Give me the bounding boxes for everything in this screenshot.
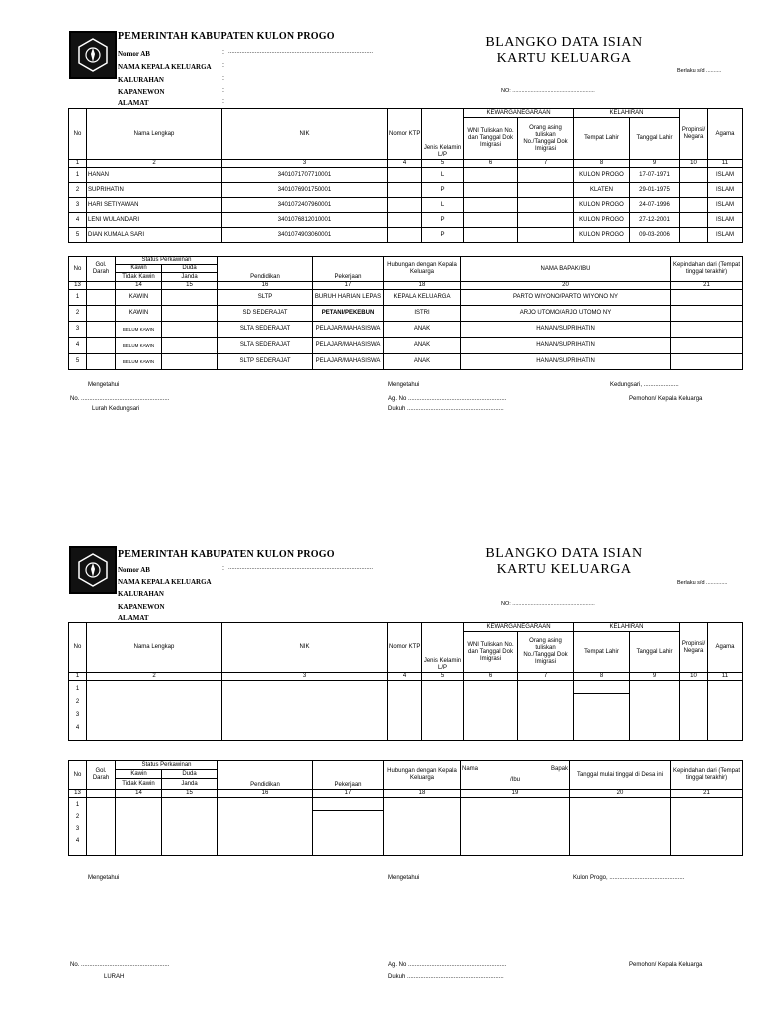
col-header-nama: Nama Lengkap — [87, 623, 222, 673]
row-no: 4 — [75, 838, 80, 844]
col-number: 19 — [461, 790, 570, 798]
table-row — [69, 338, 743, 354]
member-name-cell[interactable] — [87, 681, 222, 741]
member-education: SLTP — [218, 290, 313, 306]
col-header-nama-ortu: NAMA BAPAK/IBU — [461, 257, 671, 282]
member-marital-status: BELUM KAWIN — [116, 354, 162, 370]
row-numbers — [69, 681, 87, 741]
sig-lurah: LURAH — [104, 974, 125, 980]
member-occupation: BURUH HARIAN LEPAS — [313, 290, 384, 306]
member-birthdate: 27-12-2001 — [630, 213, 680, 228]
field-dots-nomor-ab[interactable]: ....................................................................................... — [228, 49, 374, 55]
member-parents: HANAN/SUPRIHATIN — [461, 354, 671, 370]
berlaku-label: Berlaku s/d .......... — [677, 68, 722, 74]
member-education: SLTA SEDERAJAT — [218, 338, 313, 354]
kk-number-field[interactable]: NO: ...................................................... — [501, 88, 595, 94]
col-header-nik: NIK — [222, 623, 388, 673]
col-header-tidak-kawin: Tidak Kawin — [116, 273, 162, 282]
col-number: 8 — [574, 160, 630, 168]
col-header-hubungan: Hubungan dengan Kepala Keluarga — [384, 761, 461, 790]
col-number: 14 — [116, 282, 162, 290]
col-header-duda: Duda — [162, 770, 218, 779]
member-birthdate-cell[interactable] — [630, 681, 680, 741]
col-header-kewarganegaraan: KEWARGANEGARAAN — [464, 623, 574, 632]
sig-mengetahui-dukuh: Mengetahui — [388, 382, 420, 388]
col-number: 17 — [313, 282, 384, 290]
col-number: 15 — [162, 790, 218, 798]
col-header-gol-darah: Gol. Darah — [87, 761, 116, 790]
member-previous-address-cell[interactable] — [671, 798, 743, 856]
col-number: 3 — [222, 160, 388, 168]
field-label-nama-kepala: NAMA KEPALA KELUARGA — [118, 578, 212, 586]
member-parents: HANAN/SUPRIHATIN — [461, 338, 671, 354]
col-number: 11 — [708, 673, 743, 681]
sig-place-date[interactable]: Kedungsari, ..................... — [610, 382, 679, 388]
member-education: SD SEDERAJAT — [218, 306, 313, 322]
col-header-kewarganegaraan: KEWARGANEGARAAN — [464, 109, 574, 118]
col-number: 20 — [461, 282, 671, 290]
member-nik: 3401072407960001 — [222, 198, 388, 213]
member-name: DIAN KUMALA SARI — [87, 228, 222, 243]
member-birthplace: KULON PROGO — [574, 198, 630, 213]
member-ktp — [388, 228, 422, 243]
table-row — [69, 183, 743, 198]
member-birthplace: KLATEN — [574, 183, 630, 198]
col-header-no: No — [69, 109, 87, 160]
col-header-agama: Agama — [708, 623, 743, 673]
sig-dukuh-field[interactable]: Dukuh .......................................................... — [388, 406, 504, 412]
col-header-tidak-kawin: Tidak Kawin — [116, 779, 162, 790]
row-no: 4 — [75, 725, 80, 731]
member-marital-widowed — [162, 306, 218, 322]
field-colon: : — [222, 87, 224, 94]
member-gender: L — [422, 168, 464, 183]
member-propinsi — [680, 183, 708, 198]
col-number: 16 — [218, 282, 313, 290]
form-title-line1: BLANGKO DATA ISIAN — [485, 35, 643, 50]
form-title-line2: KARTU KELUARGA — [496, 51, 632, 66]
row-no: 2 — [75, 699, 80, 705]
member-wni — [464, 228, 518, 243]
col-number: 8 — [574, 673, 630, 681]
member-name: HARI SETIYAWAN — [87, 198, 222, 213]
member-blood-type — [87, 290, 116, 306]
table-row — [69, 290, 743, 306]
member-wni — [464, 198, 518, 213]
member-wni — [464, 183, 518, 198]
member-wni — [464, 168, 518, 183]
member-birthplace: KULON PROGO — [574, 168, 630, 183]
member-gender: P — [422, 183, 464, 198]
row-no: 4 — [69, 338, 87, 354]
field-colon: : — [222, 98, 224, 105]
field-label-nomor-ab: Nomor AB — [118, 50, 150, 58]
col-header-kepindahan: Kepindahan dari (Tempat tinggal terakhir) — [671, 257, 743, 282]
member-birthplace-cell[interactable] — [574, 681, 630, 741]
member-marital-widowed — [162, 338, 218, 354]
member-previous-address — [671, 290, 743, 306]
col-header-asing: Orang asing tuliskan No./Tanggal Dok Imigrasi — [518, 632, 574, 673]
col-header-ktp: Nomor KTP — [388, 623, 422, 673]
member-name: LENI WULANDARI — [87, 213, 222, 228]
col-header-gol-darah: Gol. Darah — [87, 257, 116, 282]
member-occupation: PELAJAR/MAHASISWA — [313, 322, 384, 338]
member-nik-cell[interactable] — [222, 681, 388, 741]
member-religion: ISLAM — [708, 213, 743, 228]
member-marital-status: BELUM KAWIN — [116, 338, 162, 354]
col-header-pekerjaan: Pekerjaan — [313, 257, 384, 282]
member-blood-type-cell[interactable] — [87, 798, 116, 856]
member-parents: PARTO WIYONO/PARTO WIYONO NY — [461, 290, 671, 306]
col-header-nama: Nama — [462, 766, 479, 772]
field-colon: : — [222, 75, 224, 82]
field-label-alamat: ALAMAT — [118, 614, 149, 622]
sig-pemohon: Pemohon/ Kepala Keluarga — [629, 396, 703, 402]
member-marital-widowed — [162, 322, 218, 338]
member-blood-type — [87, 322, 116, 338]
col-header-pendidikan: Pendidikan — [218, 761, 313, 790]
member-occupation-cell[interactable] — [313, 798, 384, 856]
col-header-nama: Nama Lengkap — [87, 109, 222, 160]
member-asing-cell[interactable] — [518, 681, 574, 741]
row-no: 2 — [69, 183, 87, 198]
kulon-progo-logo — [69, 31, 117, 79]
col-header-kepindahan: Kepindahan dari (Tempat tinggal terakhir) — [671, 761, 743, 790]
member-previous-address — [671, 354, 743, 370]
row-no: 4 — [69, 213, 87, 228]
col-number: 7 — [518, 673, 574, 681]
row-no: 3 — [69, 198, 87, 213]
col-header-janda: Janda — [162, 779, 218, 790]
member-blood-type — [87, 338, 116, 354]
col-header-propinsi: Propinsi/ Negara — [680, 109, 708, 160]
member-blood-type — [87, 306, 116, 322]
col-number: 5 — [422, 673, 464, 681]
col-header-jk: Jenis Kelamin L/P — [422, 109, 464, 160]
row-no: 3 — [75, 826, 80, 832]
table-row — [69, 168, 743, 183]
member-marital-widowed — [162, 354, 218, 370]
member-status-table — [68, 760, 743, 856]
field-dots-nomor-ab[interactable]: ....................................................................................... — [228, 565, 374, 571]
member-blood-type — [87, 354, 116, 370]
sig-no-field[interactable]: No. ..................................................... — [70, 396, 170, 402]
table-row — [69, 306, 743, 322]
member-start-date-cell[interactable] — [570, 798, 671, 856]
col-header-jk: Jenis Kelamin L/P — [422, 623, 464, 673]
row-no: 3 — [75, 712, 80, 718]
col-number: 15 — [162, 282, 218, 290]
col-header-kawin: Kawin — [116, 265, 162, 273]
col-number: 13 — [69, 790, 87, 798]
member-ktp-cell[interactable] — [388, 681, 422, 741]
sig-lurah: Lurah Kedungsari — [92, 406, 140, 412]
member-birthdate: 17-07-1971 — [630, 168, 680, 183]
col-header-kelahiran: KELAHIRAN — [574, 109, 680, 118]
row-no: 1 — [69, 168, 87, 183]
member-propinsi — [680, 198, 708, 213]
table-row — [69, 228, 743, 243]
member-birthplace: KULON PROGO — [574, 213, 630, 228]
col-header-asing: Orang asing tuliskan No./Tanggal Dok Imigrasi — [518, 118, 574, 160]
member-name: HANAN — [87, 168, 222, 183]
member-nik: 3401074903060001 — [222, 228, 388, 243]
col-number: 9 — [630, 673, 680, 681]
member-identity-table — [68, 108, 743, 243]
col-header-nik: NIK — [222, 109, 388, 160]
org-title: PEMERINTAH KABUPATEN KULON PROGO — [118, 549, 335, 560]
field-label-kalurahan: KALURAHAN — [118, 590, 164, 598]
member-asing — [518, 198, 574, 213]
member-ktp — [388, 198, 422, 213]
col-number: 1 — [69, 160, 87, 168]
col-header-duda: Duda — [162, 265, 218, 273]
col-header-pekerjaan: Pekerjaan — [313, 761, 384, 790]
member-relationship: ISTRI — [384, 306, 461, 322]
field-label-nama-kepala: NAMA KEPALA KELUARGA — [118, 63, 212, 71]
sig-mengetahui-dukuh: Mengetahui — [388, 875, 420, 881]
col-header-hubungan: Hubungan dengan Kepala Keluarga — [384, 257, 461, 282]
col-number: 13 — [69, 282, 87, 290]
field-label-kapanewon: KAPANEWON — [118, 88, 165, 96]
col-header-agama: Agama — [708, 109, 743, 160]
member-parents-cell[interactable] — [461, 798, 570, 856]
col-number: 2 — [87, 160, 222, 168]
member-identity-table — [68, 622, 743, 741]
member-previous-address — [671, 322, 743, 338]
member-marital-status: BELUM KAWIN — [116, 322, 162, 338]
berlaku-label: Berlaku s/d .............. — [677, 580, 728, 586]
col-header-propinsi: Propinsi/ Negara — [680, 623, 708, 673]
member-asing — [518, 228, 574, 243]
member-asing — [518, 168, 574, 183]
member-name: SUPRIHATIN — [87, 183, 222, 198]
table-row — [69, 354, 743, 370]
col-header-ktp: Nomor KTP — [388, 109, 422, 160]
col-number: 10 — [680, 160, 708, 168]
col-header-status: Status Perkawinan — [116, 761, 218, 770]
form-title-line1: BLANGKO DATA ISIAN — [485, 546, 643, 561]
member-propinsi — [680, 168, 708, 183]
member-propinsi — [680, 228, 708, 243]
member-education: SLTA SEDERAJAT — [218, 322, 313, 338]
member-nik: 3401071707710001 — [222, 168, 388, 183]
member-ktp — [388, 213, 422, 228]
member-birthdate: 09-03-2006 — [630, 228, 680, 243]
col-number: 1 — [69, 673, 87, 681]
col-number: 5 — [422, 160, 464, 168]
row-no: 1 — [69, 290, 87, 306]
sig-no-field[interactable]: No. ..................................................... — [70, 962, 170, 968]
table-row — [69, 213, 743, 228]
row-no: 3 — [69, 322, 87, 338]
col-number: 18 — [384, 282, 461, 290]
col-header-no: No — [69, 257, 87, 282]
col-header-wni: WNI Tuliskan No. dan Tanggal Dok Imigrasi — [464, 118, 518, 160]
row-no: 1 — [75, 686, 80, 692]
col-header-tanggal-mulai: Tanggal mulai tinggal di Desa ini — [570, 761, 671, 790]
row-no: 2 — [75, 814, 80, 820]
member-relationship: ANAK — [384, 322, 461, 338]
col-number: 21 — [671, 790, 743, 798]
member-religion: ISLAM — [708, 183, 743, 198]
col-number: 20 — [570, 790, 671, 798]
member-previous-address — [671, 338, 743, 354]
member-wni-cell[interactable] — [464, 681, 518, 741]
col-header-tanggal: Tanggal Lahir — [630, 118, 680, 160]
kulon-progo-logo — [69, 546, 117, 594]
sig-dukuh-field[interactable]: Dukuh .......................................................... — [388, 974, 504, 980]
col-header-tempat: Tempat Lahir — [574, 632, 630, 673]
member-parents: ARJO UTOMO/ARJO UTOMO NY — [461, 306, 671, 322]
member-previous-address — [671, 306, 743, 322]
col-number: 2 — [87, 673, 222, 681]
org-title: PEMERINTAH KABUPATEN KULON PROGO — [118, 31, 335, 42]
col-header-tanggal: Tanggal Lahir — [630, 632, 680, 673]
member-marital-status: KAWIN — [116, 306, 162, 322]
row-no: 5 — [69, 354, 87, 370]
member-propinsi — [680, 213, 708, 228]
col-header-status: Status Perkawinan — [116, 257, 218, 265]
member-occupation: PELAJAR/MAHASISWA — [313, 338, 384, 354]
col-number: 7 — [518, 160, 574, 168]
row-no: 2 — [69, 306, 87, 322]
member-relationship-cell[interactable] — [384, 798, 461, 856]
col-header-ibu: /Ibu — [509, 777, 520, 783]
member-ktp — [388, 168, 422, 183]
col-number — [87, 790, 116, 798]
row-no: 1 — [75, 802, 80, 808]
sig-ag-no-field[interactable]: Ag. No ........................................................... — [388, 396, 507, 402]
field-colon: : — [222, 62, 224, 69]
member-birthdate: 24-07-1996 — [630, 198, 680, 213]
table-row — [69, 198, 743, 213]
member-religion: ISLAM — [708, 228, 743, 243]
row-numbers — [69, 798, 87, 856]
member-religion-cell[interactable] — [708, 681, 743, 741]
col-header-no: No — [69, 761, 87, 790]
col-number: 9 — [630, 160, 680, 168]
col-header-no: No — [69, 623, 87, 673]
member-gender: P — [422, 213, 464, 228]
sig-mengetahui-lurah: Mengetahui — [88, 875, 120, 881]
col-number: 16 — [218, 790, 313, 798]
sig-ag-no-field[interactable]: Ag. No ........................................................... — [388, 962, 507, 968]
member-gender-cell[interactable] — [422, 681, 464, 741]
col-number: 11 — [708, 160, 743, 168]
member-gender: P — [422, 228, 464, 243]
member-relationship: ANAK — [384, 338, 461, 354]
member-marital-widowed-cell[interactable] — [162, 798, 218, 856]
member-status-table — [68, 256, 743, 370]
member-relationship: ANAK — [384, 354, 461, 370]
col-header-pendidikan: Pendidikan — [218, 257, 313, 282]
member-marital-status-cell[interactable] — [116, 798, 162, 856]
field-label-kalurahan: KALURAHAN — [118, 76, 164, 84]
member-asing — [518, 213, 574, 228]
col-number: 14 — [116, 790, 162, 798]
col-header-janda: Janda — [162, 273, 218, 282]
field-colon: : — [222, 49, 224, 56]
form-title-line2: KARTU KELUARGA — [496, 562, 632, 577]
col-header-wni: WNI Tuliskan No. dan Tanggal Dok Imigrasi — [464, 632, 518, 673]
member-religion: ISLAM — [708, 198, 743, 213]
col-header-tempat: Tempat Lahir — [574, 118, 630, 160]
member-parents: HANAN/SUPRIHATIN — [461, 322, 671, 338]
member-religion: ISLAM — [708, 168, 743, 183]
field-label-kapanewon: KAPANEWON — [118, 603, 165, 611]
col-number: 4 — [388, 160, 422, 168]
member-asing — [518, 183, 574, 198]
col-number — [87, 282, 116, 290]
member-marital-widowed — [162, 290, 218, 306]
member-ktp — [388, 183, 422, 198]
member-nik: 3401076901750001 — [222, 183, 388, 198]
col-number: 18 — [384, 790, 461, 798]
row-no: 5 — [69, 228, 87, 243]
member-education-cell[interactable] — [218, 798, 313, 856]
sig-pemohon: Pemohon/ Kepala Keluarga — [629, 962, 703, 968]
kk-number-field[interactable]: NO: ...................................................... — [501, 601, 595, 607]
col-header-kawin: Kawin — [116, 770, 162, 779]
col-number: 6 — [464, 673, 518, 681]
col-header-kelahiran: KELAHIRAN — [574, 623, 680, 632]
field-colon: : — [222, 565, 224, 572]
sig-mengetahui-lurah: Mengetahui — [88, 382, 120, 388]
col-header-nama-ortu — [461, 761, 570, 790]
sig-place-date[interactable]: Kulon Progo, ............................................. — [573, 875, 685, 881]
col-number: 6 — [464, 160, 518, 168]
member-nik: 3401076812010001 — [222, 213, 388, 228]
member-occupation: PELAJAR/MAHASISWA — [313, 354, 384, 370]
member-birthplace: KULON PROGO — [574, 228, 630, 243]
col-number: 4 — [388, 673, 422, 681]
col-header-bapak: Bapak — [550, 766, 568, 772]
member-wni — [464, 213, 518, 228]
table-row — [69, 322, 743, 338]
col-number: 17 — [313, 790, 384, 798]
col-number: 10 — [680, 673, 708, 681]
member-gender: L — [422, 198, 464, 213]
member-education: SLTP SEDERAJAT — [218, 354, 313, 370]
member-propinsi-cell[interactable] — [680, 681, 708, 741]
member-birthdate: 29-01-1975 — [630, 183, 680, 198]
member-marital-status: KAWIN — [116, 290, 162, 306]
field-label-nomor-ab: Nomor AB — [118, 566, 150, 574]
col-number: 21 — [671, 282, 743, 290]
field-label-alamat: ALAMAT — [118, 99, 149, 107]
member-relationship: KEPALA KELUARGA — [384, 290, 461, 306]
member-occupation: PETANI/PEKEBUN — [313, 306, 384, 322]
col-number: 3 — [222, 673, 388, 681]
